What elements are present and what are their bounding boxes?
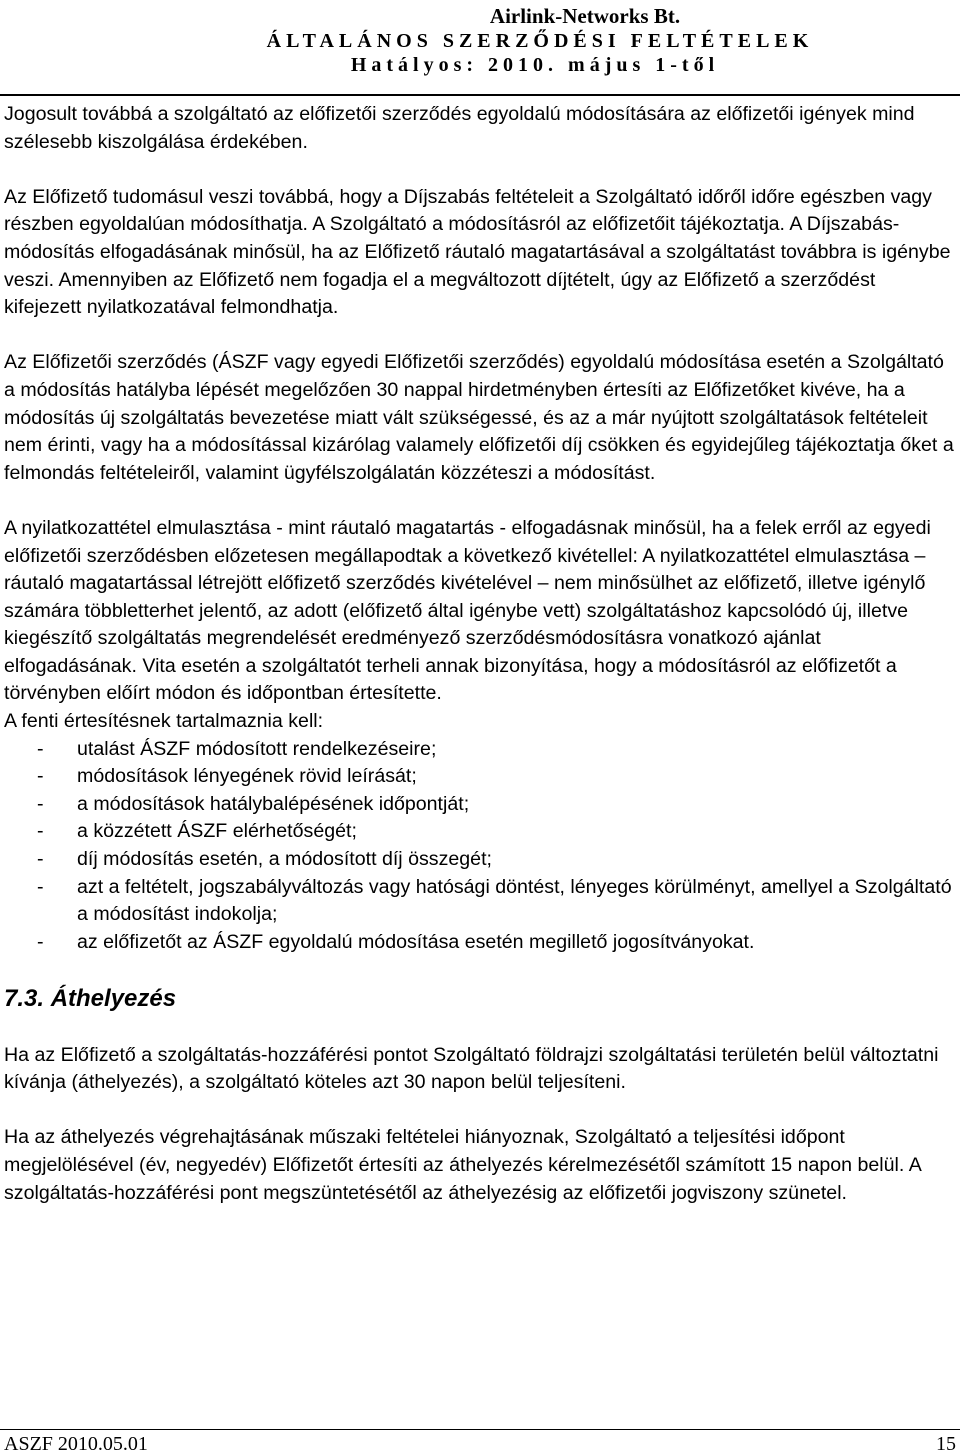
list-item: - díj módosítás esetén, a módosított díj összegét; — [4, 846, 956, 874]
page-header — [0, 4, 960, 77]
paragraph-tariff-modification: Az Előfizető tudomásul veszi továbbá, hogy a Díjszabás feltételeit a Szolgáltató időről időre egészben vagy részben egyoldalúan módosíthatja. A Szolgáltató a módosításról az előfizetőit tájékoztatja. A Díjszabás-módosítás elfogadásának minősül, ha az Előfizető ráutaló magatartásával a szolgáltatást továbbra is igénybe veszi. Amennyiben az Előfizető nem fogadja el a megváltozott díjtételt, úgy az Előfizető a szerződést kifejezett nyilatkozatával felmondhatja. — [4, 185, 951, 319]
paragraph-relocation-technical: Ha az áthelyezés végrehajtásának műszaki feltételei hiányoznak, Szolgáltató a teljesítési időpont megjelölésével (év, negyedév) Előfizetőt értesíti az áthelyezés kérelmezésétől számított 15 napon belül. A szolgáltatás-hozzáférési pont megszüntetésétől az áthelyezésig az előfizetői jogviszony szünetel. — [4, 1126, 921, 1204]
list-item: - módosítások lényegének rövid leírását; — [4, 763, 956, 791]
list-dash: - — [37, 930, 44, 953]
paragraph-unilateral-modification: Az Előfizetői szerződés (ÁSZF vagy egyedi Előfizetői szerződés) egyoldalú módosítása esetén a Szolgáltató a módosítás hatályba lépését megelőzően 30 nappal hirdetményben értesíti az Előfizetőket kivéve, ha a módosítás új szolgáltatás bevezetése miatt vált szükségessé, és az a már nyújtott szolgáltatások feltételeit nem érinti, vagy ha a módosítással kizárólag valamely előfizetői díj csökken és egyidejűleg tájékoztatja őket a felmondás feltételeiről, valamint ügyfélszolgálatán közzéteszi a módosítást. — [4, 351, 954, 484]
page-number: 15 — [936, 1433, 956, 1455]
document-body — [4, 101, 956, 1207]
list-dash: - — [37, 792, 44, 815]
document-title: ÁLTALÁNOS SZERZŐDÉSI FELTÉTELEK — [266, 30, 814, 52]
list-dash: - — [37, 848, 44, 871]
company-name: Airlink-Networks Bt. — [489, 4, 681, 28]
header-divider — [0, 94, 960, 96]
paragraph-implied-acceptance: A nyilatkozattétel elmulasztása - mint ráutaló magatartás - elfogadásnak minősül, ha a felek erről az egyedi előfizetői szerződésben előzetesen megállapodtak a következő kivétellel: A nyilatkozattétel elmulasztása – ráutaló magatartással létrejött előfizető szerződés kivételével – nem minősülhet az előfizető, illetve igénylő számára többletterhet jelentő, az adott (előfizető által igénybe vett) szolgáltatáshoz kapcsolódó új, illetve kiegészítő szolgáltatás megrendelését eredményező szerződésmódosításra vonatkozó ajánlat elfogadásának. Vita esetén a szolgáltatót terheli annak bizonyítása, hogy a módosításról az előfizetőt a törvényben előírt módon és időpontban értesítette. — [4, 516, 931, 705]
list-item: - a módosítások hatálybalépésének időpontját; — [4, 791, 956, 819]
notice-contents-list — [4, 736, 956, 957]
paragraph-modification-right: Jogosult továbbá a szolgáltató az előfizetői szerződés egyoldalú módosítására az előfizetői igények mind szélesebb kiszolgálása érdekében. — [4, 103, 915, 153]
paragraph-relocation-request: Ha az Előfizető a szolgáltatás-hozzáférési pontot Szolgáltató földrajzi szolgáltatási területén belül változtatni kívánja (áthelyezés), a szolgáltató köteles azt 30 napon belül teljesíteni. — [4, 1043, 939, 1094]
list-dash: - — [37, 875, 44, 898]
section-heading: 7.3. Áthelyezés — [4, 985, 177, 1012]
list-item: - a közzétett ÁSZF elérhetőségét; — [4, 818, 956, 846]
list-item: - azt a feltételt, jogszabályváltozás vagy hatósági döntést, lényeges körülményt, amellyel a Szolgáltató a módosítást indokolja; — [37, 875, 952, 926]
list-dash: - — [37, 765, 44, 788]
list-item: - utalást ÁSZF módosított rendelkezéseire; — [4, 736, 956, 764]
list-item: - az előfizetőt az ÁSZF egyoldalú módosítása esetén megillető jogosítványokat. — [4, 929, 956, 957]
list-dash: - — [37, 820, 44, 843]
footer-divider — [0, 1429, 960, 1430]
effective-date: Hatályos: 2010. május 1-től — [350, 54, 720, 76]
document-id: ASZF 2010.05.01 — [4, 1433, 148, 1455]
notice-contents-intro: A fenti értesítésnek tartalmaznia kell: — [4, 710, 324, 733]
list-dash: - — [37, 737, 44, 760]
